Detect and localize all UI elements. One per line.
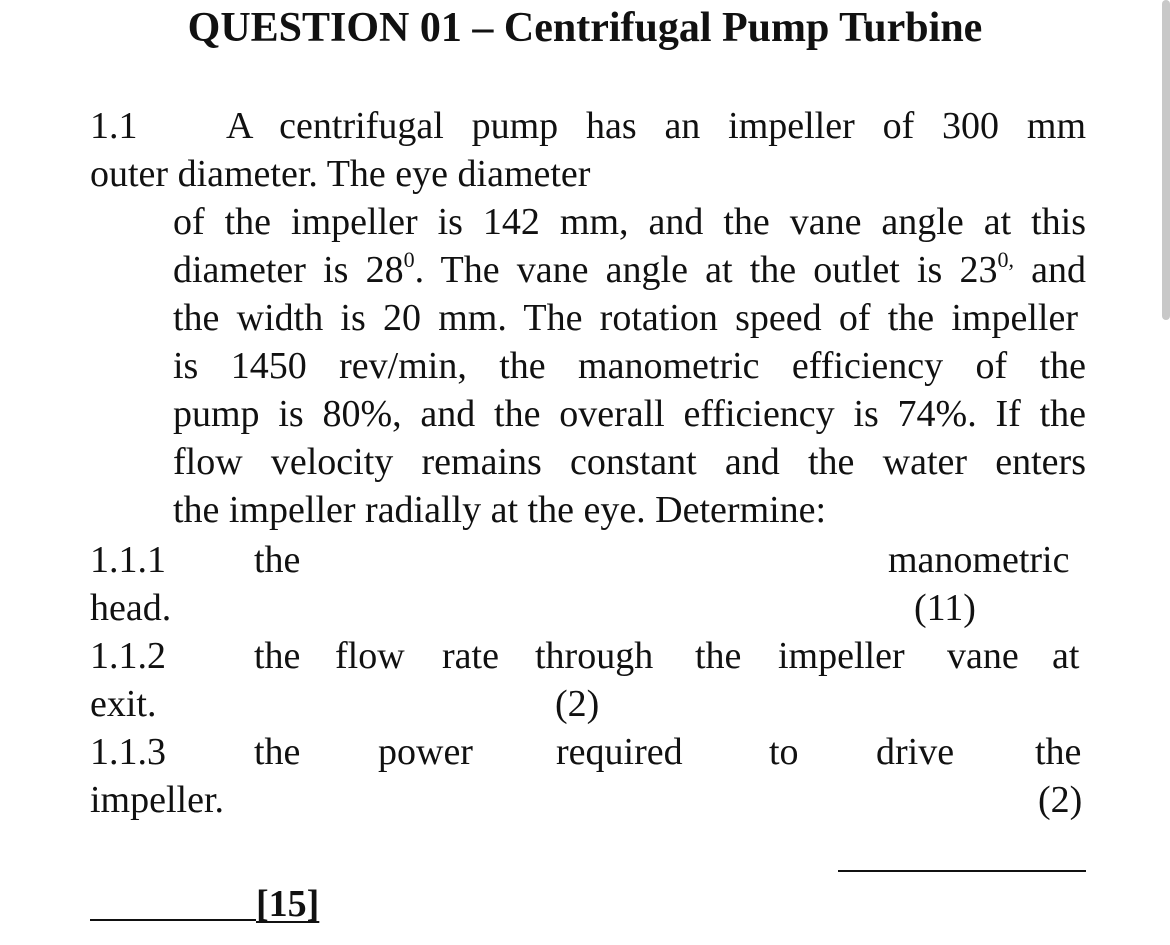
answer-separator-line (838, 870, 1086, 872)
sub-question-word: the (1035, 731, 1082, 773)
sub-question-word: at (1052, 635, 1080, 677)
angle-text-part: . The vane angle at the outlet is 23 (414, 249, 998, 291)
vertical-scrollbar[interactable] (1162, 0, 1170, 320)
sub-question-word: manometric (888, 539, 1070, 581)
question-body-line: the width is 20 mm. The rotation speed of the impeller (173, 297, 1078, 339)
sub-question-number: 1.1.2 (90, 635, 166, 677)
sub-question-word: drive (876, 731, 955, 773)
question-body-line: pump is 80%, and the overall efficiency is 74%. If the (173, 393, 1086, 435)
angle-text-part: diameter is 28 (173, 249, 404, 291)
sub-question-number: 1.1.1 (90, 539, 166, 581)
degree-superscript: 0 (403, 247, 415, 272)
sub-question-marks: (2) (555, 683, 600, 725)
sub-question-continuation: impeller. (90, 779, 225, 821)
total-marks-blank-line (90, 919, 256, 921)
sub-question-word: rate (442, 635, 499, 677)
total-marks: [15] (256, 883, 320, 925)
sub-question-word: impeller (778, 635, 905, 677)
question-body-angle-line (173, 246, 1086, 294)
question-body-line: flow velocity remains constant and the water enters (173, 441, 1086, 483)
sub-question-word: power (378, 731, 473, 773)
question-text-line-1: A centrifugal pump has an impeller of 300 mm (226, 105, 1086, 147)
question-text-line-2: outer diameter. The eye diameter (90, 153, 591, 195)
sub-question-marks: (2) (1038, 779, 1083, 821)
sub-question-word: to (769, 731, 799, 773)
degree-superscript: 0, (997, 247, 1014, 272)
angle-text-part: and (1013, 249, 1086, 291)
sub-question-word: the (254, 635, 301, 677)
sub-question-word: vane (947, 635, 1019, 677)
question-body-line: the impeller radially at the eye. Determine: (173, 489, 827, 531)
sub-question-marks: (11) (914, 587, 976, 629)
sub-question-continuation: exit. (90, 683, 157, 725)
question-body-line: is 1450 rev/min, the manometric efficiency of the (173, 345, 1086, 387)
sub-question-word: through (535, 635, 654, 677)
question-title: QUESTION 01 – Centrifugal Pump Turbine (187, 5, 983, 51)
sub-question-number: 1.1.3 (90, 731, 166, 773)
question-body-line: of the impeller is 142 mm, and the vane angle at this (173, 201, 1086, 243)
sub-question-word: the (254, 539, 301, 581)
sub-question-continuation: head. (90, 587, 172, 629)
sub-question-word: the (695, 635, 742, 677)
question-number-1-1: 1.1 (90, 105, 138, 147)
sub-question-word: flow (335, 635, 405, 677)
sub-question-word: the (254, 731, 301, 773)
sub-question-word: required (556, 731, 683, 773)
